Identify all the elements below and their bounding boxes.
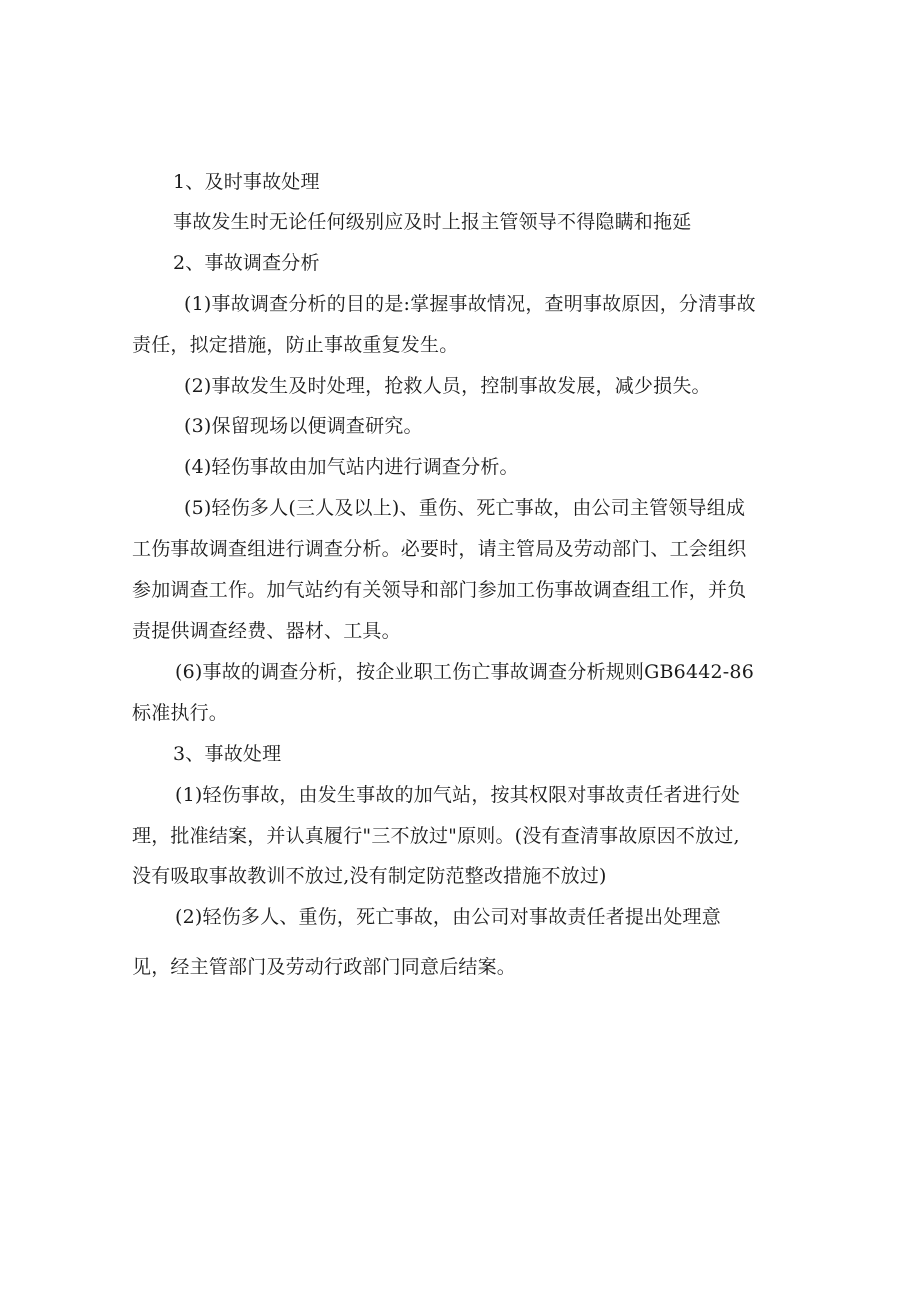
section2-heading: 2、事故调查分析 bbox=[173, 252, 320, 274]
item6-line2: 标准执行。 bbox=[132, 702, 229, 724]
item1-line2: 责任，拟定措施，防止事故重复发生。 bbox=[132, 334, 459, 356]
handle1-line3: 没有吸取事故教训不放过,没有制定防范整改措施不放过) bbox=[132, 865, 607, 887]
item3: (3)保留现场以便调查研究。 bbox=[184, 415, 423, 437]
item5-line3: 参加调查工作。加气站约有关领导和部门参加工伤事故调查组工作，并负 bbox=[132, 579, 747, 601]
handle2-line2: 见，经主管部门及劳动行政部门同意后结案。 bbox=[132, 956, 517, 978]
item5-line2: 工伤事故调查组进行调查分析。必要时，请主管局及劳动部门、工会组织 bbox=[132, 538, 747, 560]
section1-body: 事故发生时无论任何级别应及时上报主管领导不得隐瞒和拖延 bbox=[173, 211, 692, 233]
item4: (4)轻伤事故由加气站内进行调查分析。 bbox=[184, 456, 519, 478]
handle1-line1: (1)轻伤事故，由发生事故的加气站，按其权限对事故责任者进行处 bbox=[175, 784, 741, 806]
item5-line4: 责提供调查经费、器材、工具。 bbox=[132, 620, 401, 642]
section3-heading: 3、事故处理 bbox=[173, 743, 282, 765]
item5-line1: (5)轻伤多人(三人及以上)、重伤、死亡事故，由公司主管领导组成 bbox=[184, 497, 746, 519]
handle2-line1: (2)轻伤多人、重伤，死亡事故，由公司对事故责任者提出处理意 bbox=[175, 906, 721, 928]
handle1-line2: 理，批准结案，并认真履行"三不放过"原则。(没有查清事故原因不放过, bbox=[132, 825, 740, 847]
item2: (2)事故发生及时处理，抢救人员，控制事故发展，减少损失。 bbox=[184, 375, 711, 397]
item1-line1: (1)事故调查分析的目的是:掌握事故情况，查明事故原因，分清事故 bbox=[184, 293, 756, 315]
section1-heading: 1、及时事故处理 bbox=[173, 171, 320, 193]
item6-line1: (6)事故的调查分析，按企业职工伤亡事故调查分析规则GB6442-86 bbox=[175, 661, 755, 683]
